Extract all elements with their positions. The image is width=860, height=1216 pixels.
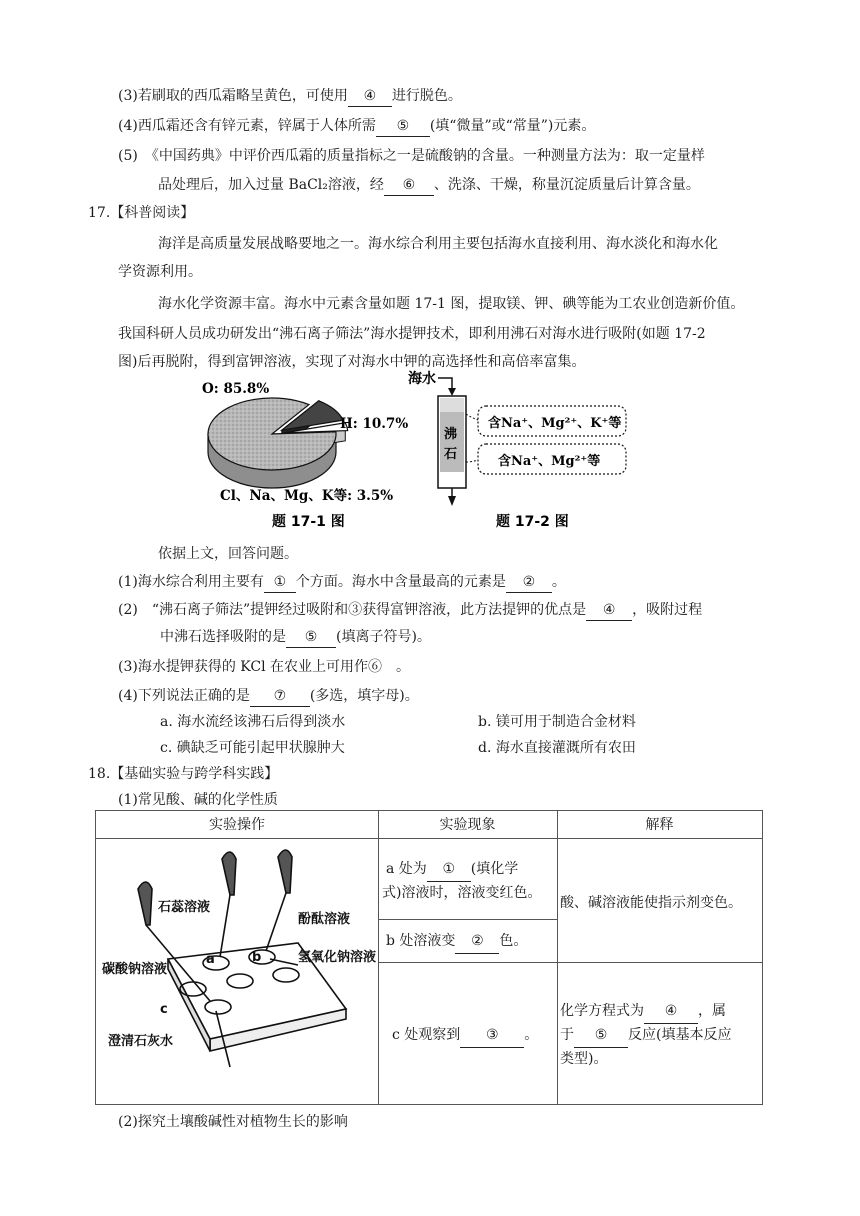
caption-17-1: 题 17-1 图 (272, 514, 345, 530)
zeolite-bed (440, 412, 464, 472)
q17-intro: 依据上文，回答问题。 (158, 546, 298, 562)
experiment-table (95, 810, 763, 1105)
explanation-2-line3: 类型)。 (560, 1051, 608, 1067)
blank-q18-3[interactable]: ③ (460, 1023, 524, 1048)
row1-phenomenon-line1: a 处为 ① (填化学 (386, 857, 518, 882)
label-limewater: 澄清石灰水 (108, 1034, 174, 1049)
q17-sub4: (4)下列说法正确的是 ⑦ (多选，填字母)。 (118, 686, 419, 707)
connector-bottom (466, 460, 478, 462)
q17-para2-line2: 我国科研人员成功研发出“沸石离子筛法”海水提钾技术，即利用沸石对海水进行吸附(如题 17-2 (118, 326, 706, 342)
explanation-2-line2: 于 ⑤ 反应(填基本反应 (560, 1023, 731, 1048)
q18-heading: 18.【基础实验与跨学科实践】 (88, 766, 279, 782)
dropper-phenol-tube (266, 893, 286, 951)
q17-sub3: (3)海水提钾获得的 KCl 在农业上可用作⑥ 。 (118, 659, 411, 675)
blank-q18-5[interactable]: ⑤ (574, 1023, 628, 1048)
blank-5[interactable]: ⑤ (376, 116, 430, 137)
column-top (440, 398, 464, 412)
q17-sub1: (1)海水综合利用主要有 ① 个方面。海水中含量最高的元素是 ② 。 (118, 572, 566, 593)
label-litmus: 石蕊溶液 (158, 900, 211, 915)
q17-sub2-line2: 中沸石选择吸附的是 ⑤ (填离子符号)。 (160, 627, 431, 648)
blank-q18-1[interactable]: ① (427, 857, 471, 882)
q16-part3: (3)若刷取的西瓜霜略呈黄色，可使用 ④ 进行脱色。 (118, 86, 462, 107)
blank-2[interactable]: ② (506, 572, 552, 593)
blank-1[interactable]: ① (264, 572, 296, 593)
label-a: a (206, 952, 215, 967)
label-b: b (252, 950, 262, 965)
q17-sub2-line1: (2) “沸石离子筛法”提钾经过吸附和③获得富钾溶液，此方法提钾的优点是 ④ ，吸附过程 (118, 600, 702, 621)
dropper-phenol-bulb (278, 850, 292, 893)
q17-para1-line1: 海洋是高质量发展战略要地之一。海水综合利用主要包括海水直接利用、海水淡化和海水化 (158, 236, 718, 252)
blank-4[interactable]: ④ (348, 86, 392, 107)
q18-sub2: (2)探究土壤酸碱性对植物生长的影响 (118, 1114, 348, 1130)
label-seawater: 海水 (408, 371, 436, 387)
header-explanation: 解释 (645, 817, 674, 833)
q16-part4: (4)西瓜霜还含有锌元素，锌属于人体所需 ⑤ (填“微量”或“常量”)元素。 (118, 116, 595, 137)
blank-4b[interactable]: ④ (586, 600, 632, 621)
blank-q18-4[interactable]: ④ (644, 999, 698, 1024)
label-top-box: 含Na⁺、Mg²⁺、K⁺等 (488, 416, 622, 431)
option-c: c. 碘缺乏可能引起甲状腺肿大 (160, 740, 345, 756)
explanation-1: 酸、碱溶液能使指示剂变色。 (560, 895, 742, 911)
option-b: b. 镁可用于制造合金材料 (478, 714, 636, 730)
label-c: c (160, 1002, 168, 1017)
pie-slices (208, 398, 348, 488)
caption-17-2: 题 17-2 图 (496, 514, 569, 530)
connector-top (466, 414, 478, 420)
row3-phenomenon: c 处观察到 ③ 。 (392, 1023, 538, 1048)
label-na2co3: 碳酸钠溶液 (102, 962, 168, 977)
dropper-litmus-tube (220, 895, 230, 957)
outlet-arrowhead (448, 496, 456, 506)
figure-17-1 (200, 372, 420, 532)
explanation-2-line1: 化学方程式为 ④ ，属 (560, 999, 726, 1024)
blank-6[interactable]: ⑥ (384, 175, 434, 196)
row2-phenomenon: b 处溶液变 ② 色。 (386, 929, 527, 954)
blank-7[interactable]: ⑦ (250, 686, 310, 707)
spot-plate-illustration (98, 839, 376, 1103)
label-zeolite-2: 石 (444, 447, 458, 462)
dropper-litmus-bulb (222, 852, 236, 895)
q17-heading: 17.【科普阅读】 (88, 205, 195, 221)
pie-chart (200, 372, 420, 532)
label-other: Cl、Na、Mg、K等: 3.5% (220, 488, 394, 504)
q16-part5-line2: 品处理后，加入过量 BaCl₂溶液，经 ⑥ 、洗涤、干燥，称量沉淀质量后计算含量。 (158, 175, 700, 196)
option-a: a. 海水流经该沸石后得到淡水 (160, 714, 346, 730)
label-naoh: 氢氧化钠溶液 (298, 950, 376, 965)
label-h: H: 10.7% (340, 416, 409, 432)
figure-17-2 (404, 366, 640, 532)
q17-para1-line2: 学资源利用。 (118, 264, 202, 280)
dropper-na2co3-bulb (138, 882, 152, 925)
label-zeolite-1: 沸 (444, 427, 458, 442)
q18-sub1: (1)常见酸、碱的化学性质 (118, 792, 278, 808)
row1-phenomenon-line2: 式)溶液时，溶液变红色。 (382, 885, 542, 901)
header-phenomenon: 实验现象 (439, 817, 496, 833)
blank-q18-2[interactable]: ② (455, 929, 499, 954)
label-phenol: 酚酞溶液 (298, 912, 351, 927)
label-bottom-box: 含Na⁺、Mg²⁺等 (498, 454, 601, 469)
label-o: O: 85.8% (202, 381, 270, 397)
header-operation: 实验操作 (209, 817, 265, 833)
option-d: d. 海水直接灌溉所有农田 (478, 740, 636, 756)
q17-para2-line1: 海水化学资源丰富。海水中元素含量如题 17-1 图，提取镁、钾、碘等能为工农业创造新价值。 (158, 296, 745, 312)
blank-5b[interactable]: ⑤ (286, 627, 336, 648)
inlet-arrowhead (448, 388, 456, 396)
q16-part5-line1: (5) 《中国药典》中评价西瓜霜的质量指标之一是硫酸钠的含量。一种测量方法为：取一定量样 (118, 148, 705, 164)
q17-para2-line3: 图)后再脱附，得到富钾溶液，实现了对海水中钾的高选择性和高倍率富集。 (118, 354, 586, 370)
